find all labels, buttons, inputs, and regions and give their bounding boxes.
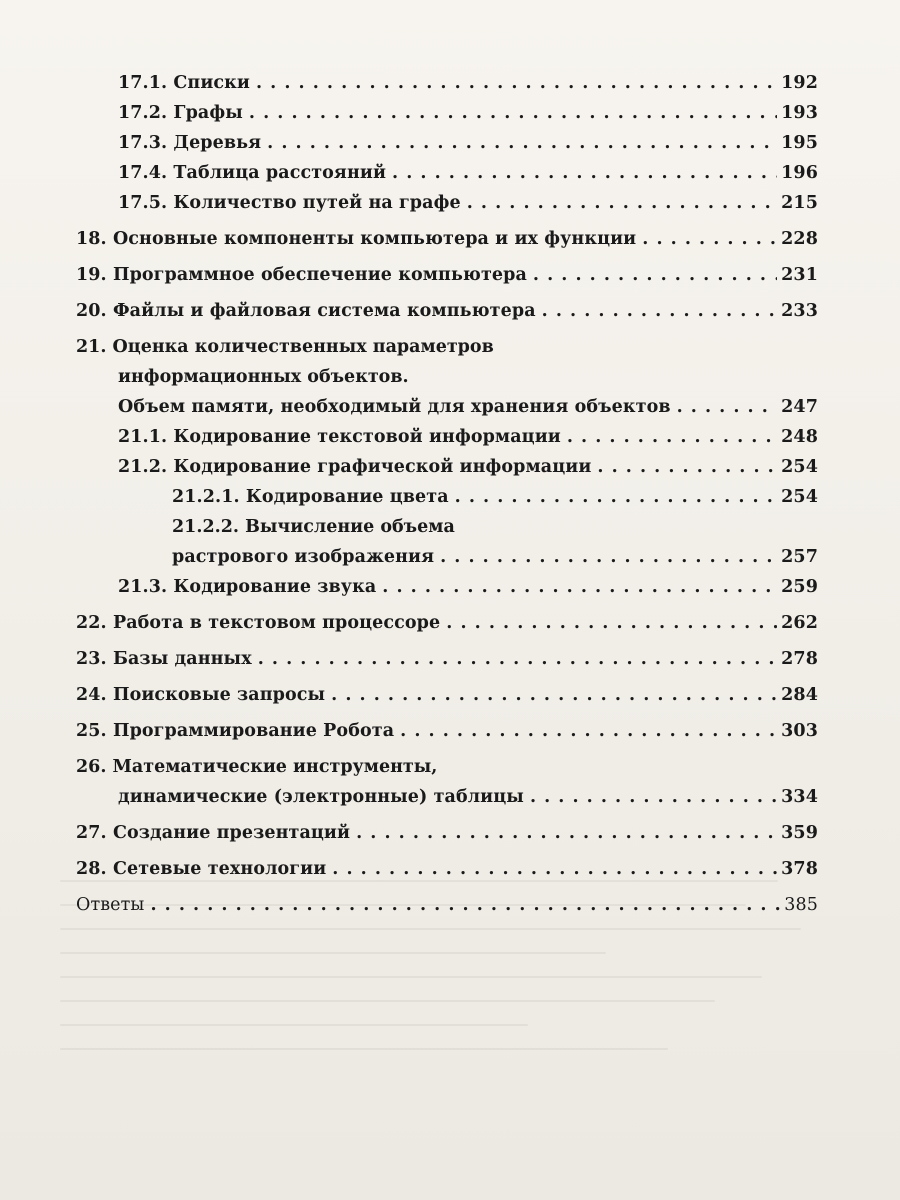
toc-entry-page: 215 [781, 193, 818, 213]
toc-entry-title: Объем памяти, необходимый для хранения объектов [118, 397, 671, 417]
toc-entry-page: 257 [781, 547, 818, 567]
dot-leader [400, 716, 777, 746]
toc-entry-page: 378 [781, 859, 818, 879]
toc-entry-21-2-1 [76, 482, 818, 512]
toc-entry-21-2-2-last-line [76, 542, 818, 572]
toc-entry-title: 22. Работа в текстовом процессоре [76, 613, 441, 633]
toc-entry-20 [76, 296, 818, 326]
toc-entry-title: 20. Файлы и файловая система компьютера [76, 301, 536, 321]
toc-entry-page: 196 [781, 163, 818, 183]
toc-entry-title: растрового изображения [172, 547, 435, 567]
toc-entry-18 [76, 224, 818, 254]
toc-entry-title: 18. Основные компоненты компьютера и их функции [76, 229, 637, 249]
toc-entry-page: 254 [781, 457, 818, 477]
toc-entry-title: 17.1. Списки [118, 73, 250, 93]
toc-entry-19 [76, 260, 818, 290]
table-of-contents [76, 68, 818, 920]
toc-entry-page: 228 [781, 229, 818, 249]
toc-entry-26 [76, 752, 818, 812]
toc-entry-page: 248 [781, 427, 818, 447]
toc-entry-title-line1: 21.2.2. Вычисление объема [172, 517, 455, 537]
toc-entry-page: 359 [781, 823, 818, 843]
dot-leader [332, 854, 777, 884]
dot-leader [382, 572, 777, 602]
toc-entry-title: 21.3. Кодирование звука [118, 577, 377, 597]
toc-entry-title: динамические (электронные) таблицы [118, 787, 524, 807]
dot-leader [440, 542, 777, 572]
toc-entry-17-4 [76, 158, 818, 188]
toc-entry-21-last-line [76, 392, 818, 422]
toc-entry-title: 17.3. Деревья [118, 133, 262, 153]
toc-entry-23 [76, 644, 818, 674]
toc-entry-page: 303 [781, 721, 818, 741]
toc-entry-title-line1: 26. Математические инструменты, [76, 757, 438, 777]
dot-leader [249, 98, 777, 128]
dot-leader [597, 452, 777, 482]
toc-entry-page: 247 [781, 397, 818, 417]
toc-entry-title: 21.2. Кодирование графической информации [118, 457, 592, 477]
toc-entry-title: 27. Создание презентаций [76, 823, 351, 843]
toc-entry-page: 231 [781, 265, 818, 285]
toc-entry-21-2 [76, 452, 818, 482]
toc-entry-21-2-2 [76, 512, 818, 572]
toc-entry-page: 278 [781, 649, 818, 669]
dot-leader [642, 224, 777, 254]
dot-leader [267, 128, 777, 158]
toc-entry-title: 17.4. Таблица расстояний [118, 163, 387, 183]
toc-entry-page: 193 [781, 103, 818, 123]
toc-entry-page: 385 [784, 895, 818, 915]
toc-entry-24 [76, 680, 818, 710]
toc-entry-page: 334 [781, 787, 818, 807]
dot-leader [533, 260, 777, 290]
toc-entry-answers [76, 890, 818, 920]
toc-entry-title: 19. Программное обеспечение компьютера [76, 265, 527, 285]
dot-leader [467, 188, 777, 218]
toc-entry-title-line2: информационных объектов. [118, 367, 409, 387]
toc-entry-page: 259 [781, 577, 818, 597]
dot-leader [258, 644, 777, 674]
toc-entry-title: 21.1. Кодирование текстовой информации [118, 427, 561, 447]
dot-leader [356, 818, 777, 848]
toc-entry-27 [76, 818, 818, 848]
dot-leader [392, 158, 777, 188]
toc-entry-page: 262 [781, 613, 818, 633]
toc-entry-title: 23. Базы данных [76, 649, 252, 669]
toc-entry-page: 233 [781, 301, 818, 321]
dot-leader [530, 782, 777, 812]
toc-entry-title: 17.5. Количество путей на графе [118, 193, 461, 213]
toc-entry-page: 195 [781, 133, 818, 153]
toc-entry-17-3 [76, 128, 818, 158]
toc-entry-17-2 [76, 98, 818, 128]
toc-entry-26-last-line [76, 782, 818, 812]
dot-leader [331, 680, 777, 710]
toc-entry-title: 25. Программирование Робота [76, 721, 395, 741]
toc-entry-21-1 [76, 422, 818, 452]
dot-leader [455, 482, 778, 512]
toc-entry-page: 284 [781, 685, 818, 705]
dot-leader [256, 68, 777, 98]
toc-entry-17-1 [76, 68, 818, 98]
dot-leader [542, 296, 778, 326]
toc-entry-title: Ответы [76, 895, 145, 915]
toc-entry-title: 17.2. Графы [118, 103, 243, 123]
toc-entry-page: 254 [781, 487, 818, 507]
toc-entry-title: 24. Поисковые запросы [76, 685, 326, 705]
toc-entry-28 [76, 854, 818, 884]
dot-leader [446, 608, 777, 638]
dot-leader [677, 392, 778, 422]
toc-entry-21 [76, 332, 818, 422]
toc-entry-title: 21.2.1. Кодирование цвета [172, 487, 449, 507]
toc-entry-page: 192 [781, 73, 818, 93]
dot-leader [567, 422, 777, 452]
toc-entry-title-line1: 21. Оценка количественных параметров [76, 337, 494, 357]
toc-entry-17-5 [76, 188, 818, 218]
toc-entry-title: 28. Сетевые технологии [76, 859, 327, 879]
toc-entry-22 [76, 608, 818, 638]
dot-leader [150, 890, 780, 920]
toc-entry-25 [76, 716, 818, 746]
toc-entry-21-3 [76, 572, 818, 602]
